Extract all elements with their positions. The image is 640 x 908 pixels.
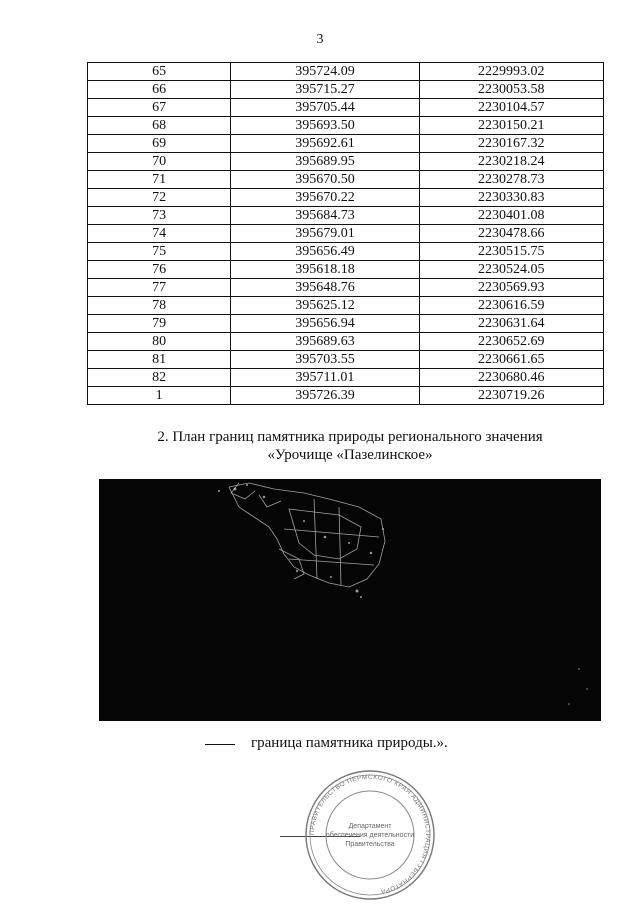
point-number-cell: 67	[88, 99, 231, 117]
table-row	[88, 207, 604, 225]
table-row	[88, 63, 604, 81]
table-row	[88, 153, 604, 171]
y-coordinate-cell: 2230218.24	[419, 153, 603, 171]
point-number-cell: 81	[88, 351, 231, 369]
section-title-line-1: 2. План границ памятника природы регионального значения	[157, 429, 543, 445]
y-coordinate-cell: 2230478.66	[419, 225, 603, 243]
table-row	[88, 135, 604, 153]
y-coordinate-cell: 2230652.69	[419, 333, 603, 351]
table-row	[88, 99, 604, 117]
point-number-cell: 65	[88, 63, 231, 81]
x-coordinate-cell: 395705.44	[231, 99, 419, 117]
point-number-cell: 78	[88, 297, 231, 315]
y-coordinate-cell: 2230524.05	[419, 261, 603, 279]
legend-text: граница памятника природы.».	[251, 735, 448, 751]
table-row	[88, 297, 604, 315]
x-coordinate-cell: 395692.61	[231, 135, 419, 153]
svg-text:Правительства: Правительства	[345, 841, 395, 848]
table-row	[88, 315, 604, 333]
y-coordinate-cell: 2230719.26	[419, 387, 603, 405]
point-number-cell: 82	[88, 369, 231, 387]
section-title-line-2: «Урочище «Пазелинское»	[267, 447, 433, 463]
point-number-cell: 76	[88, 261, 231, 279]
table-row	[88, 171, 604, 189]
table-row	[88, 333, 604, 351]
svg-text:Департамент: Департамент	[348, 823, 392, 830]
point-number-cell: 73	[88, 207, 231, 225]
x-coordinate-cell: 395703.55	[231, 351, 419, 369]
table-row	[88, 279, 604, 297]
y-coordinate-cell: 2230053.58	[419, 81, 603, 99]
x-coordinate-cell: 395689.95	[231, 153, 419, 171]
table-row	[88, 351, 604, 369]
y-coordinate-cell: 2230569.93	[419, 279, 603, 297]
table-row	[88, 189, 604, 207]
y-coordinate-cell: 2230616.59	[419, 297, 603, 315]
page-number: 3	[316, 32, 324, 47]
boundary-map-image	[99, 479, 601, 721]
boundary-line-symbol	[205, 744, 235, 745]
x-coordinate-cell: 395670.22	[231, 189, 419, 207]
y-coordinate-cell: 2230167.32	[419, 135, 603, 153]
y-coordinate-cell: 2230680.46	[419, 369, 603, 387]
y-coordinate-cell: 2230401.08	[419, 207, 603, 225]
table-row	[88, 369, 604, 387]
x-coordinate-cell: 395724.09	[231, 63, 419, 81]
coordinates-table	[87, 62, 604, 405]
y-coordinate-cell: 2229993.02	[419, 63, 603, 81]
table-row	[88, 225, 604, 243]
x-coordinate-cell: 395648.76	[231, 279, 419, 297]
x-coordinate-cell: 395689.63	[231, 333, 419, 351]
section-title	[0, 428, 640, 464]
y-coordinate-cell: 2230515.75	[419, 243, 603, 261]
point-number-cell: 69	[88, 135, 231, 153]
x-coordinate-cell: 395726.39	[231, 387, 419, 405]
x-coordinate-cell: 395670.50	[231, 171, 419, 189]
seal-graphic	[300, 768, 440, 903]
y-coordinate-cell: 2230631.64	[419, 315, 603, 333]
table-row	[88, 117, 604, 135]
x-coordinate-cell: 395715.27	[231, 81, 419, 99]
table-row	[88, 261, 604, 279]
y-coordinate-cell: 2230278.73	[419, 171, 603, 189]
map-legend	[205, 735, 448, 752]
x-coordinate-cell: 395711.01	[231, 369, 419, 387]
y-coordinate-cell: 2230661.65	[419, 351, 603, 369]
point-number-cell: 74	[88, 225, 231, 243]
y-coordinate-cell: 2230104.57	[419, 99, 603, 117]
x-coordinate-cell: 395679.01	[231, 225, 419, 243]
x-coordinate-cell: 395625.12	[231, 297, 419, 315]
table-row	[88, 243, 604, 261]
y-coordinate-cell: 2230150.21	[419, 117, 603, 135]
point-number-cell: 75	[88, 243, 231, 261]
point-number-cell: 79	[88, 315, 231, 333]
table-row	[88, 387, 604, 405]
svg-text:обеспечения деятельности: обеспечения деятельности	[325, 832, 415, 839]
point-number-cell: 77	[88, 279, 231, 297]
coordinates-table-body	[88, 63, 604, 405]
map-scan-graphic	[99, 479, 601, 721]
point-number-cell: 80	[88, 333, 231, 351]
point-number-cell: 71	[88, 171, 231, 189]
official-seal-stamp	[300, 768, 440, 903]
x-coordinate-cell: 395693.50	[231, 117, 419, 135]
svg-text:ПРАВИТЕЛЬСТВО ПЕРМСКОГО КРАЯ А: ПРАВИТЕЛЬСТВО ПЕРМСКОГО КРАЯ АДМИНИСТРАЦИЯ ГУБЕРНАТОРА	[308, 773, 432, 895]
point-number-cell: 70	[88, 153, 231, 171]
x-coordinate-cell: 395684.73	[231, 207, 419, 225]
x-coordinate-cell: 395656.49	[231, 243, 419, 261]
point-number-cell: 66	[88, 81, 231, 99]
point-number-cell: 68	[88, 117, 231, 135]
y-coordinate-cell: 2230330.83	[419, 189, 603, 207]
table-row	[88, 81, 604, 99]
x-coordinate-cell: 395656.94	[231, 315, 419, 333]
x-coordinate-cell: 395618.18	[231, 261, 419, 279]
point-number-cell: 1	[88, 387, 231, 405]
point-number-cell: 72	[88, 189, 231, 207]
